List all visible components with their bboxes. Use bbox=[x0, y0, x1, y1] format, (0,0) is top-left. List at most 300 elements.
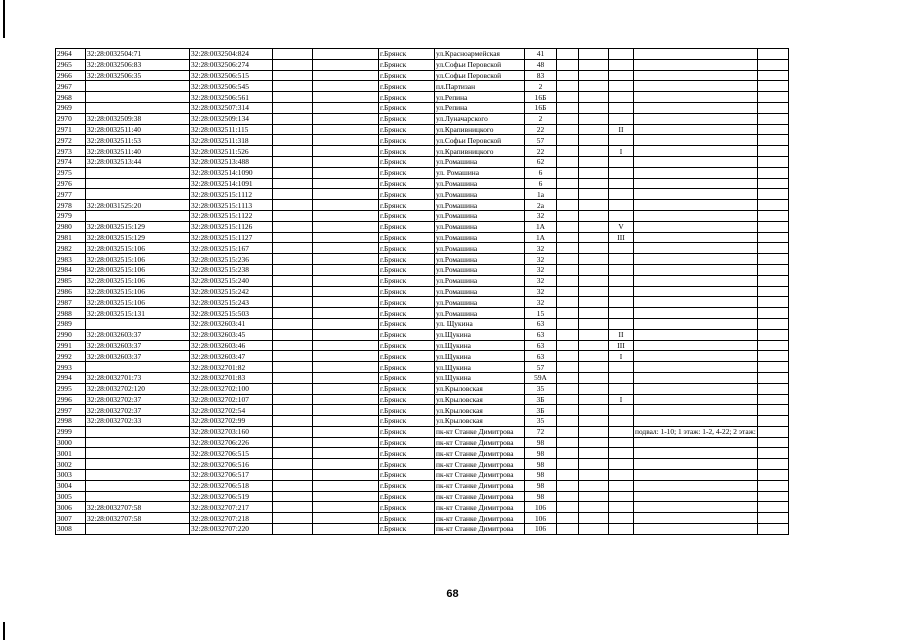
cell-empty bbox=[579, 470, 609, 481]
cell-street: ул.Ромашина bbox=[435, 254, 525, 265]
cell-empty bbox=[313, 394, 379, 405]
cell-street: пк-кт Станке Димитрова bbox=[435, 491, 525, 502]
cell-house: 15 bbox=[525, 308, 557, 319]
table-row bbox=[56, 426, 789, 437]
cell-empty bbox=[557, 351, 579, 362]
cell-city: г.Брянск bbox=[379, 351, 435, 362]
cell-empty bbox=[273, 524, 313, 535]
cell-empty bbox=[313, 49, 379, 60]
cell-object-cadastral-number: 32:28:0032702:100 bbox=[190, 383, 273, 394]
cell-empty bbox=[313, 448, 379, 459]
cell-city: г.Брянск bbox=[379, 437, 435, 448]
cell-empty bbox=[557, 124, 579, 135]
cell-note bbox=[634, 308, 758, 319]
cell-note bbox=[634, 394, 758, 405]
cell-street: пк-кт Станке Димитрова bbox=[435, 480, 525, 491]
cell-empty bbox=[557, 286, 579, 297]
cell-empty bbox=[313, 178, 379, 189]
cell-note bbox=[634, 491, 758, 502]
cell-object-cadastral-number: 32:28:0032603:45 bbox=[190, 329, 273, 340]
cell-street: ул.Крапивницкого bbox=[435, 124, 525, 135]
cell-empty bbox=[273, 113, 313, 124]
cell-premises bbox=[609, 470, 634, 481]
cell-empty bbox=[273, 308, 313, 319]
cell-empty bbox=[273, 232, 313, 243]
cell-empty bbox=[557, 243, 579, 254]
cell-empty bbox=[757, 513, 788, 524]
cell-number: 2990 bbox=[56, 329, 86, 340]
cell-object-cadastral-number: 32:28:0032701:82 bbox=[190, 362, 273, 373]
cell-empty bbox=[273, 178, 313, 189]
cell-street: пк-кт Станке Димитрова bbox=[435, 470, 525, 481]
cell-empty bbox=[313, 221, 379, 232]
cell-number: 2970 bbox=[56, 113, 86, 124]
cell-empty bbox=[557, 200, 579, 211]
cell-empty bbox=[557, 372, 579, 383]
cell-empty bbox=[557, 480, 579, 491]
table-row bbox=[56, 448, 789, 459]
cell-empty bbox=[757, 448, 788, 459]
cell-street: ул.Ромашина bbox=[435, 189, 525, 200]
cell-land-cadastral-number: 32:28:0032515:129 bbox=[86, 232, 190, 243]
cell-empty bbox=[313, 243, 379, 254]
cell-empty bbox=[273, 405, 313, 416]
cell-empty bbox=[313, 189, 379, 200]
cell-empty bbox=[313, 351, 379, 362]
cell-note bbox=[634, 264, 758, 275]
cell-empty bbox=[579, 308, 609, 319]
cell-house: 98 bbox=[525, 459, 557, 470]
cell-object-cadastral-number: 32:28:0032707:217 bbox=[190, 502, 273, 513]
cell-empty bbox=[313, 113, 379, 124]
cell-empty bbox=[273, 81, 313, 92]
table-row bbox=[56, 513, 789, 524]
cell-empty bbox=[313, 59, 379, 70]
cell-object-cadastral-number: 32:28:0032515:240 bbox=[190, 275, 273, 286]
cell-number: 2971 bbox=[56, 124, 86, 135]
cell-object-cadastral-number: 32:28:0032707:218 bbox=[190, 513, 273, 524]
cell-street: пк-кт Станке Димитрова bbox=[435, 426, 525, 437]
cell-land-cadastral-number: 32:28:0032511:40 bbox=[86, 146, 190, 157]
cell-empty bbox=[557, 340, 579, 351]
cell-house: 98 bbox=[525, 448, 557, 459]
table-row bbox=[56, 502, 789, 513]
cell-number: 3002 bbox=[56, 459, 86, 470]
cell-city: г.Брянск bbox=[379, 340, 435, 351]
cell-empty bbox=[557, 297, 579, 308]
cell-street: ул.Ромашина bbox=[435, 308, 525, 319]
cell-land-cadastral-number: 32:28:0032603:37 bbox=[86, 329, 190, 340]
cell-street: ул.Крыловская bbox=[435, 416, 525, 427]
cell-empty bbox=[757, 210, 788, 221]
cell-note bbox=[634, 286, 758, 297]
cell-number: 2979 bbox=[56, 210, 86, 221]
cell-empty bbox=[579, 502, 609, 513]
cell-empty bbox=[273, 340, 313, 351]
cell-street: ул.Софьи Перовской bbox=[435, 135, 525, 146]
cell-empty bbox=[579, 210, 609, 221]
cell-empty bbox=[579, 383, 609, 394]
cell-note bbox=[634, 167, 758, 178]
cell-empty bbox=[757, 329, 788, 340]
cell-number: 3008 bbox=[56, 524, 86, 535]
cell-object-cadastral-number: 32:28:0032515:1127 bbox=[190, 232, 273, 243]
cell-street: ул.Ромашина bbox=[435, 275, 525, 286]
cell-house: 72 bbox=[525, 426, 557, 437]
cell-house: 57 bbox=[525, 362, 557, 373]
cell-premises bbox=[609, 362, 634, 373]
cell-city: г.Брянск bbox=[379, 372, 435, 383]
table-row bbox=[56, 113, 789, 124]
margin-mark-top bbox=[3, 0, 5, 38]
cell-land-cadastral-number: 32:28:0032511:40 bbox=[86, 124, 190, 135]
cell-city: г.Брянск bbox=[379, 426, 435, 437]
cell-house: 63 bbox=[525, 340, 557, 351]
cell-empty bbox=[579, 59, 609, 70]
cell-empty bbox=[579, 405, 609, 416]
cell-object-cadastral-number: 32:28:0032701:83 bbox=[190, 372, 273, 383]
cell-empty bbox=[579, 286, 609, 297]
cell-note bbox=[634, 405, 758, 416]
cell-object-cadastral-number: 32:28:0032515:1126 bbox=[190, 221, 273, 232]
cell-premises bbox=[609, 81, 634, 92]
cell-number: 3001 bbox=[56, 448, 86, 459]
cell-land-cadastral-number bbox=[86, 102, 190, 113]
cell-premises bbox=[609, 92, 634, 103]
cell-empty bbox=[579, 480, 609, 491]
cell-empty bbox=[579, 124, 609, 135]
cell-empty bbox=[273, 329, 313, 340]
table-row bbox=[56, 102, 789, 113]
cell-land-cadastral-number: 32:28:0031525:20 bbox=[86, 200, 190, 211]
cell-object-cadastral-number: 32:28:0032506:274 bbox=[190, 59, 273, 70]
cell-empty bbox=[273, 59, 313, 70]
cell-object-cadastral-number: 32:28:0032506:561 bbox=[190, 92, 273, 103]
cell-city: г.Брянск bbox=[379, 81, 435, 92]
cell-land-cadastral-number bbox=[86, 362, 190, 373]
cell-number: 2975 bbox=[56, 167, 86, 178]
cell-number: 2977 bbox=[56, 189, 86, 200]
cell-note bbox=[634, 480, 758, 491]
cell-note: подвал: 1-10; 1 этаж: 1-2, 4-22; 2 этаж: bbox=[635, 427, 756, 437]
cell-house: 98 bbox=[525, 470, 557, 481]
cell-empty bbox=[757, 297, 788, 308]
cell-land-cadastral-number bbox=[86, 470, 190, 481]
cell-object-cadastral-number: 32:28:0032515:236 bbox=[190, 254, 273, 265]
cell-empty bbox=[273, 92, 313, 103]
table-row bbox=[56, 351, 789, 362]
cell-land-cadastral-number: 32:28:0032515:106 bbox=[86, 286, 190, 297]
cell-number: 2984 bbox=[56, 264, 86, 275]
cell-empty bbox=[557, 264, 579, 275]
cell-empty bbox=[557, 275, 579, 286]
cell-empty bbox=[313, 156, 379, 167]
cell-empty bbox=[273, 124, 313, 135]
cell-city: г.Брянск bbox=[379, 275, 435, 286]
registry-table bbox=[55, 48, 789, 535]
cell-city: г.Брянск bbox=[379, 189, 435, 200]
table-row bbox=[56, 243, 789, 254]
table-row bbox=[56, 318, 789, 329]
cell-house: 2 bbox=[525, 113, 557, 124]
cell-house: 35 bbox=[525, 416, 557, 427]
cell-house: 3Б bbox=[525, 394, 557, 405]
cell-premises bbox=[609, 135, 634, 146]
cell-city: г.Брянск bbox=[379, 329, 435, 340]
cell-empty bbox=[557, 426, 579, 437]
table-row bbox=[56, 210, 789, 221]
cell-number: 2983 bbox=[56, 254, 86, 265]
cell-land-cadastral-number bbox=[86, 491, 190, 502]
cell-empty bbox=[557, 49, 579, 60]
table-row bbox=[56, 459, 789, 470]
cell-empty bbox=[313, 92, 379, 103]
cell-number: 2976 bbox=[56, 178, 86, 189]
cell-house: 63 bbox=[525, 351, 557, 362]
cell-empty bbox=[273, 275, 313, 286]
cell-house: 83 bbox=[525, 70, 557, 81]
cell-street: ул.Ромашина bbox=[435, 200, 525, 211]
cell-empty bbox=[313, 264, 379, 275]
cell-note bbox=[634, 448, 758, 459]
cell-empty bbox=[579, 146, 609, 157]
cell-empty bbox=[313, 470, 379, 481]
cell-premises bbox=[609, 113, 634, 124]
cell-empty bbox=[757, 200, 788, 211]
cell-empty bbox=[557, 221, 579, 232]
cell-number: 2995 bbox=[56, 383, 86, 394]
table-row bbox=[56, 383, 789, 394]
cell-street: ул.Ромашина bbox=[435, 297, 525, 308]
cell-city: г.Брянск bbox=[379, 156, 435, 167]
cell-empty bbox=[579, 200, 609, 211]
cell-empty bbox=[757, 178, 788, 189]
cell-premises bbox=[609, 286, 634, 297]
cell-note bbox=[634, 502, 758, 513]
cell-city: г.Брянск bbox=[379, 480, 435, 491]
cell-house: 32 bbox=[525, 254, 557, 265]
cell-number: 2993 bbox=[56, 362, 86, 373]
cell-empty bbox=[557, 92, 579, 103]
cell-empty bbox=[273, 362, 313, 373]
cell-empty bbox=[273, 146, 313, 157]
cell-empty bbox=[273, 221, 313, 232]
cell-empty bbox=[557, 232, 579, 243]
cell-land-cadastral-number: 32:28:0032511:53 bbox=[86, 135, 190, 146]
cell-note bbox=[634, 146, 758, 157]
table-row bbox=[56, 394, 789, 405]
cell-number: 2986 bbox=[56, 286, 86, 297]
cell-empty bbox=[757, 243, 788, 254]
cell-number: 2967 bbox=[56, 81, 86, 92]
cell-city: г.Брянск bbox=[379, 92, 435, 103]
cell-street: ул.Щукина bbox=[435, 372, 525, 383]
cell-empty bbox=[757, 156, 788, 167]
cell-object-cadastral-number: 32:28:0032514:1091 bbox=[190, 178, 273, 189]
cell-land-cadastral-number: 32:28:0032707:58 bbox=[86, 502, 190, 513]
cell-city: г.Брянск bbox=[379, 49, 435, 60]
cell-empty bbox=[579, 113, 609, 124]
cell-city: г.Брянск bbox=[379, 264, 435, 275]
cell-city: г.Брянск bbox=[379, 146, 435, 157]
cell-land-cadastral-number: 32:28:0032506:35 bbox=[86, 70, 190, 81]
cell-number: 2974 bbox=[56, 156, 86, 167]
cell-empty bbox=[757, 394, 788, 405]
cell-house: 98 bbox=[525, 437, 557, 448]
cell-note bbox=[634, 513, 758, 524]
cell-house: 106 bbox=[525, 524, 557, 535]
cell-empty bbox=[273, 156, 313, 167]
cell-empty bbox=[757, 524, 788, 535]
cell-premises bbox=[609, 416, 634, 427]
cell-note bbox=[634, 340, 758, 351]
cell-street: ул.Ромашина bbox=[435, 156, 525, 167]
cell-empty bbox=[273, 49, 313, 60]
cell-empty bbox=[579, 275, 609, 286]
cell-city: г.Брянск bbox=[379, 513, 435, 524]
table-row bbox=[56, 264, 789, 275]
cell-empty bbox=[579, 243, 609, 254]
cell-land-cadastral-number bbox=[86, 318, 190, 329]
cell-empty bbox=[757, 167, 788, 178]
cell-empty bbox=[313, 513, 379, 524]
cell-empty bbox=[557, 383, 579, 394]
cell-empty bbox=[313, 524, 379, 535]
cell-street: пк-кт Станке Димитрова bbox=[435, 502, 525, 513]
cell-city: г.Брянск bbox=[379, 297, 435, 308]
cell-object-cadastral-number: 32:28:0032706:518 bbox=[190, 480, 273, 491]
cell-land-cadastral-number bbox=[86, 459, 190, 470]
table-row bbox=[56, 167, 789, 178]
cell-premises bbox=[609, 405, 634, 416]
table-row bbox=[56, 146, 789, 157]
table-row bbox=[56, 416, 789, 427]
table-row bbox=[56, 135, 789, 146]
cell-object-cadastral-number: 32:28:0032504:824 bbox=[190, 49, 273, 60]
cell-street: пл.Партизан bbox=[435, 81, 525, 92]
cell-note bbox=[634, 470, 758, 481]
cell-premises bbox=[609, 189, 634, 200]
cell-empty bbox=[313, 102, 379, 113]
cell-number: 2992 bbox=[56, 351, 86, 362]
cell-city: г.Брянск bbox=[379, 416, 435, 427]
cell-empty bbox=[273, 513, 313, 524]
cell-empty bbox=[273, 167, 313, 178]
cell-street: ул.Крыловская bbox=[435, 394, 525, 405]
cell-city: г.Брянск bbox=[379, 221, 435, 232]
cell-house: 35 bbox=[525, 383, 557, 394]
cell-empty bbox=[579, 524, 609, 535]
cell-note bbox=[634, 200, 758, 211]
cell-empty bbox=[557, 524, 579, 535]
cell-object-cadastral-number: 32:28:0032514:1090 bbox=[190, 167, 273, 178]
cell-note bbox=[634, 297, 758, 308]
cell-city: г.Брянск bbox=[379, 448, 435, 459]
cell-land-cadastral-number bbox=[86, 167, 190, 178]
cell-city: г.Брянск bbox=[379, 200, 435, 211]
cell-empty bbox=[313, 416, 379, 427]
cell-empty bbox=[757, 189, 788, 200]
table-row bbox=[56, 470, 789, 481]
cell-empty bbox=[757, 416, 788, 427]
cell-empty bbox=[579, 318, 609, 329]
cell-object-cadastral-number: 32:28:0032515:503 bbox=[190, 308, 273, 319]
cell-empty bbox=[273, 102, 313, 113]
cell-note bbox=[634, 318, 758, 329]
cell-empty bbox=[313, 124, 379, 135]
cell-house: 98 bbox=[525, 491, 557, 502]
cell-land-cadastral-number: 32:28:0032515:131 bbox=[86, 308, 190, 319]
cell-object-cadastral-number: 32:28:0032702:99 bbox=[190, 416, 273, 427]
cell-object-cadastral-number: 32:28:0032506:515 bbox=[190, 70, 273, 81]
cell-empty bbox=[579, 81, 609, 92]
cell-empty bbox=[757, 383, 788, 394]
cell-street: пк-кт Станке Димитрова bbox=[435, 459, 525, 470]
cell-object-cadastral-number: 32:28:0032603:47 bbox=[190, 351, 273, 362]
cell-house: 6 bbox=[525, 167, 557, 178]
cell-house: 63 bbox=[525, 318, 557, 329]
cell-note bbox=[634, 81, 758, 92]
cell-empty bbox=[579, 254, 609, 265]
cell-house: 48 bbox=[525, 59, 557, 70]
cell-empty bbox=[757, 70, 788, 81]
cell-empty bbox=[273, 383, 313, 394]
table-row bbox=[56, 437, 789, 448]
cell-street: пк-кт Станке Димитрова bbox=[435, 524, 525, 535]
cell-note bbox=[634, 329, 758, 340]
cell-note bbox=[634, 59, 758, 70]
cell-empty bbox=[273, 351, 313, 362]
cell-empty bbox=[313, 372, 379, 383]
table-row bbox=[56, 178, 789, 189]
cell-object-cadastral-number: 32:28:0032509:134 bbox=[190, 113, 273, 124]
cell-empty bbox=[313, 308, 379, 319]
cell-empty bbox=[757, 405, 788, 416]
cell-number: 2982 bbox=[56, 243, 86, 254]
cell-number: 3005 bbox=[56, 491, 86, 502]
cell-empty bbox=[757, 502, 788, 513]
cell-number: 2964 bbox=[56, 49, 86, 60]
cell-city: г.Брянск bbox=[379, 178, 435, 189]
cell-empty bbox=[757, 491, 788, 502]
cell-premises bbox=[609, 502, 634, 513]
cell-street: ул.Щукина bbox=[435, 340, 525, 351]
cell-empty bbox=[579, 340, 609, 351]
cell-empty bbox=[313, 329, 379, 340]
cell-note bbox=[634, 362, 758, 373]
cell-premises bbox=[609, 318, 634, 329]
cell-city: г.Брянск bbox=[379, 394, 435, 405]
cell-empty bbox=[313, 200, 379, 211]
cell-empty bbox=[757, 264, 788, 275]
cell-land-cadastral-number bbox=[86, 189, 190, 200]
cell-empty bbox=[557, 459, 579, 470]
cell-street: ул.Софьи Перовской bbox=[435, 70, 525, 81]
cell-city: г.Брянск bbox=[379, 243, 435, 254]
cell-empty bbox=[557, 416, 579, 427]
cell-note bbox=[634, 275, 758, 286]
table-row bbox=[56, 49, 789, 60]
cell-empty bbox=[579, 351, 609, 362]
cell-empty bbox=[757, 426, 788, 437]
cell-empty bbox=[557, 437, 579, 448]
cell-empty bbox=[273, 318, 313, 329]
cell-empty bbox=[273, 416, 313, 427]
cell-premises bbox=[609, 70, 634, 81]
cell-land-cadastral-number bbox=[86, 480, 190, 491]
cell-note bbox=[634, 437, 758, 448]
cell-empty bbox=[557, 210, 579, 221]
